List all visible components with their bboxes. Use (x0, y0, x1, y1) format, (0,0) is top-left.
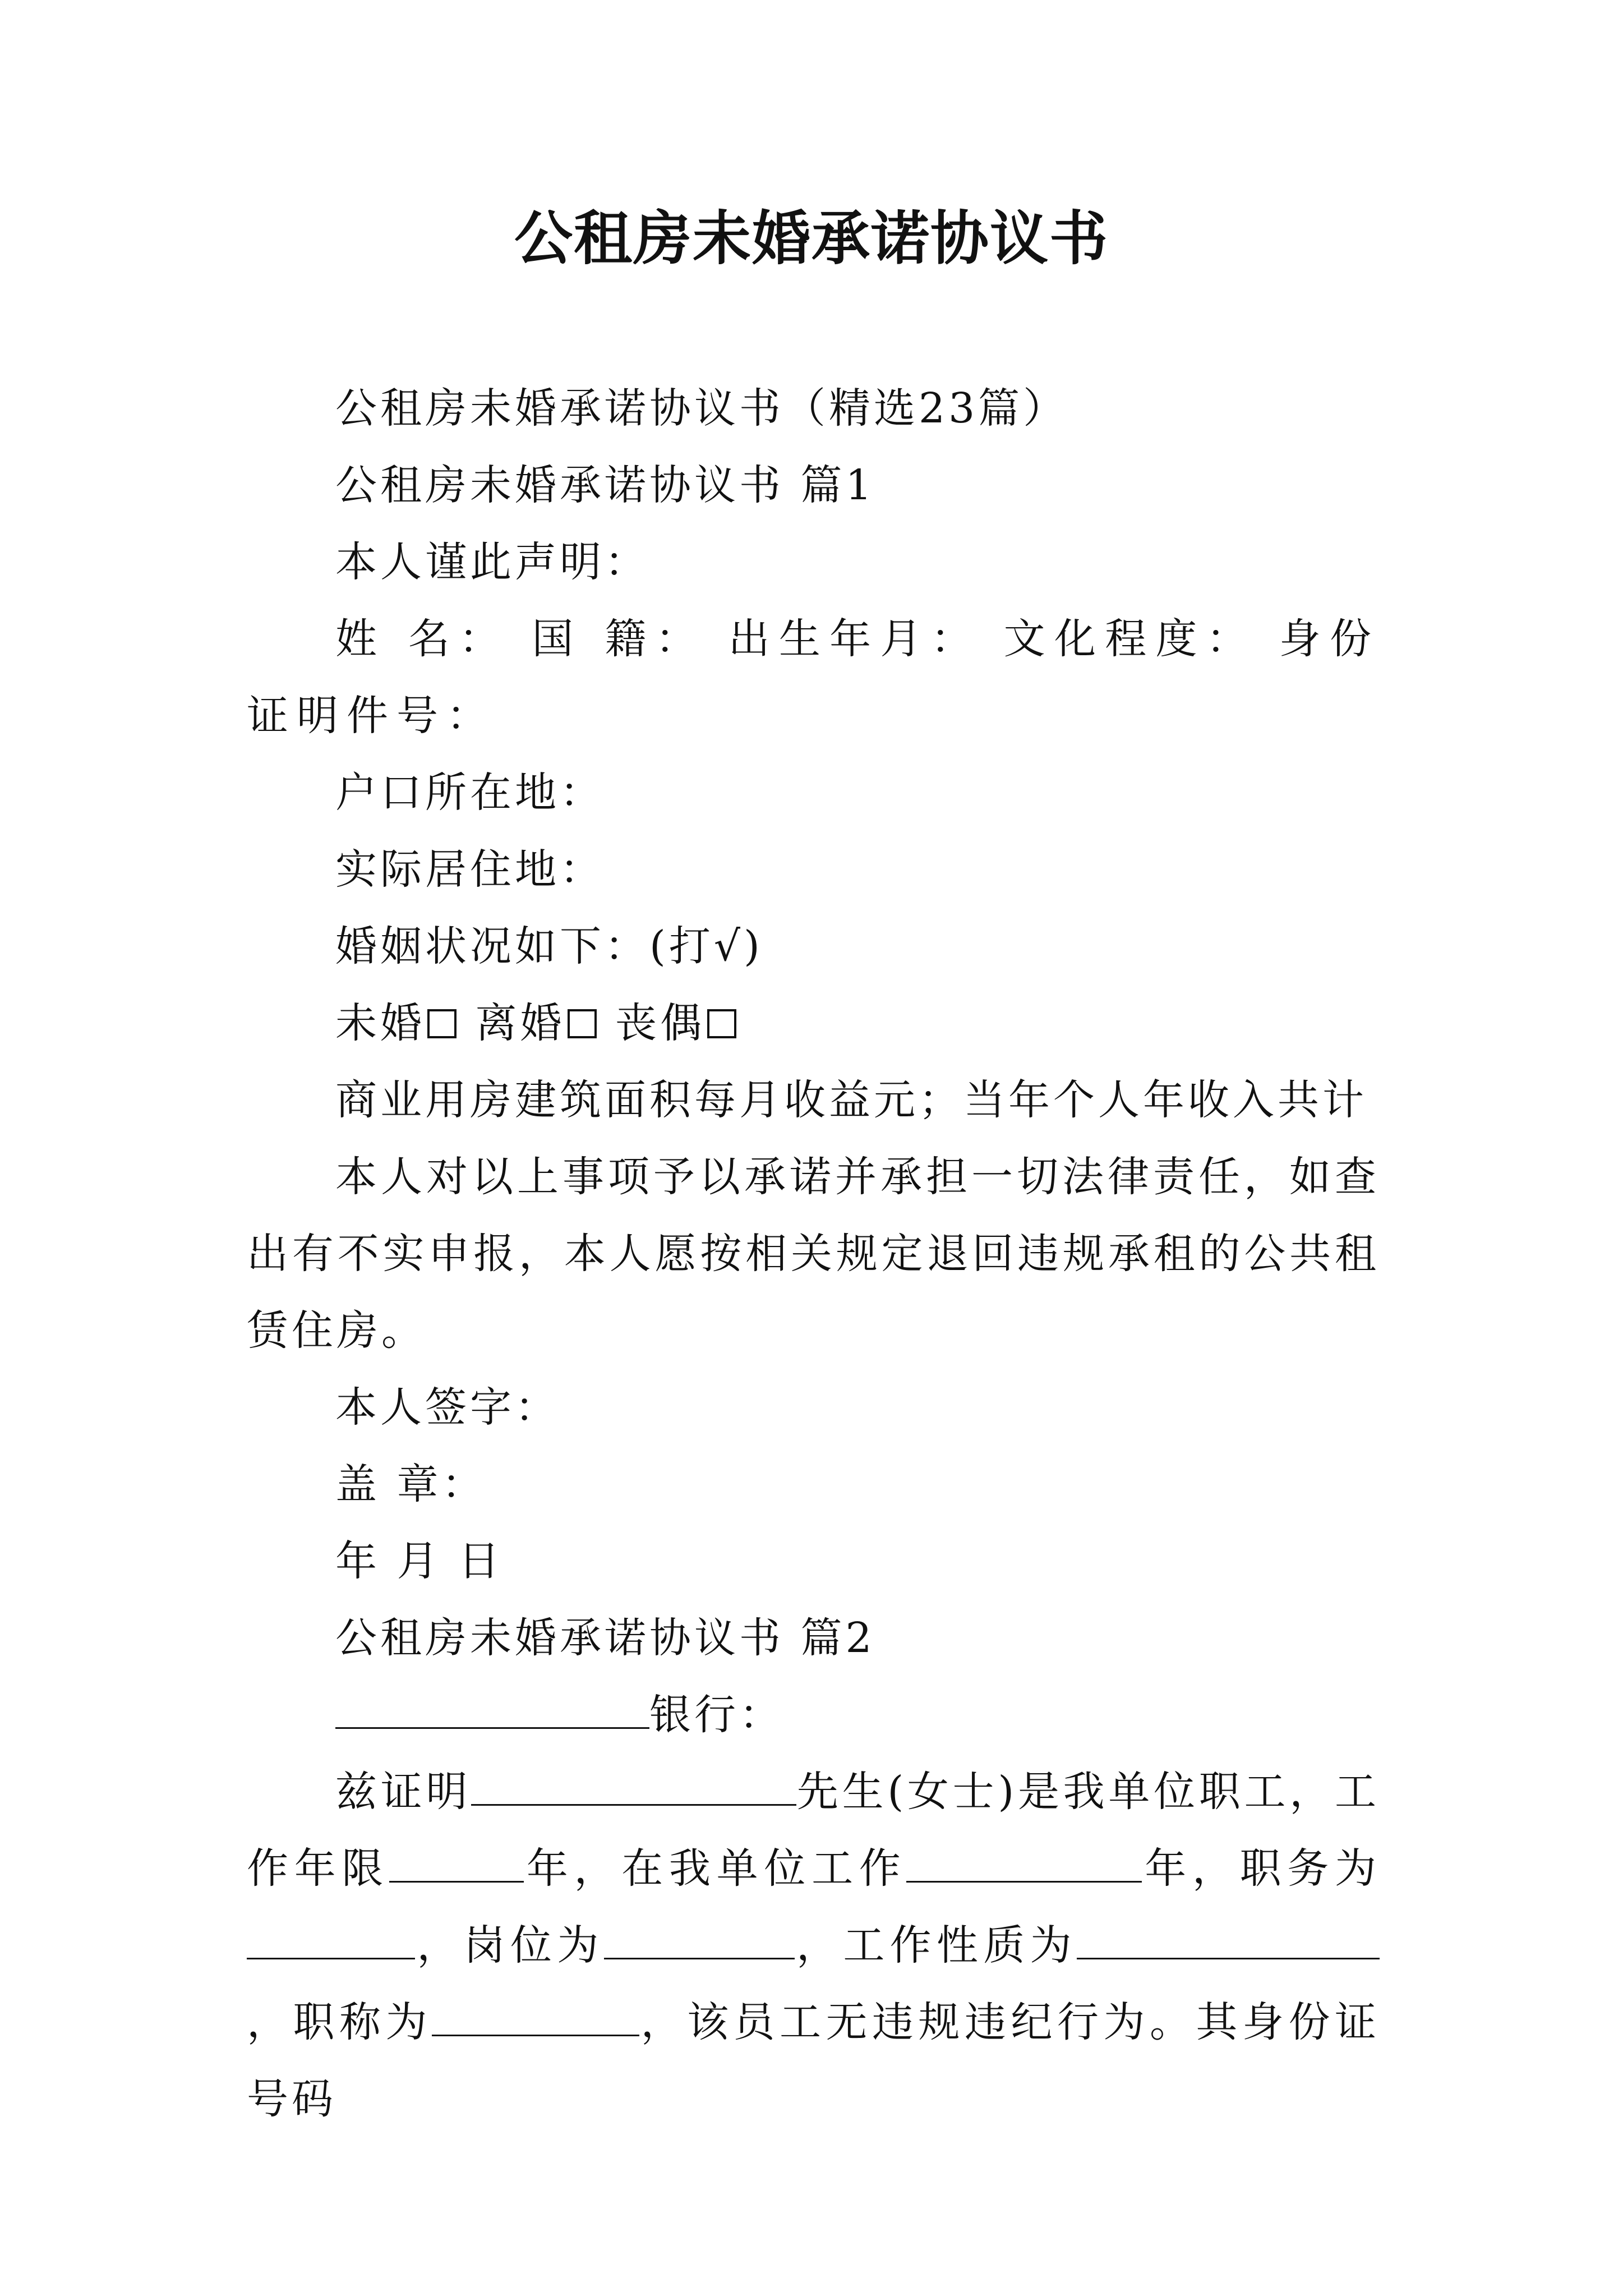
cert-text-5: ，岗位为 (415, 1921, 604, 1970)
cert-text-4: 年，职务为 (1142, 1844, 1380, 1893)
document-body (247, 370, 1380, 2138)
bank-name-blank[interactable] (335, 1692, 649, 1729)
cert-text-2: 先生(女士)是我单位职工，工作年限 (247, 1768, 1380, 1893)
work-nature-blank[interactable] (1077, 1923, 1380, 1959)
date-line: 年 月 日 (335, 1537, 504, 1585)
title-blank[interactable] (432, 2000, 639, 2036)
position-blank[interactable] (247, 1923, 415, 1959)
income-line: 商业用房建筑面积每月收益元；当年个人年收入共计 (335, 1076, 1367, 1124)
option-divorced-label: 离婚 (475, 999, 565, 1047)
option-single-label: 未婚 (335, 999, 425, 1047)
residence-line: 实际居住地： (335, 845, 605, 894)
commitment-paragraph: 本人对以上事项予以承诺并承担一切法律责任，如查出有不实申报，本人愿按相关规定退回违规承租的公共租赁住房。 (247, 1153, 1380, 1355)
hukou-line: 户口所在地： (335, 769, 605, 817)
section-heading-2: 公租房未婚承诺协议书 篇2 (335, 1614, 875, 1662)
unit-years-blank[interactable] (906, 1846, 1142, 1883)
cert-text-3: 年，在我单位工作 (524, 1844, 907, 1893)
cert-text-8: ，该员工无违规违纪行为。其身份证号码 (247, 1998, 1380, 2123)
employee-name-blank[interactable] (471, 1769, 796, 1806)
document-title: 公租房未婚承诺协议书 (514, 204, 1109, 273)
signature-line: 本人签字： (335, 1383, 560, 1432)
seal-line: 盖 章： (335, 1460, 487, 1508)
checkbox-divorced[interactable] (568, 1009, 597, 1038)
bank-label: 银行： (649, 1691, 784, 1739)
work-years-blank[interactable] (389, 1846, 524, 1883)
checkbox-widowed[interactable] (707, 1009, 736, 1038)
post-blank[interactable] (604, 1923, 795, 1959)
cert-text-7: ，职称为 (247, 1998, 432, 2046)
checkbox-single[interactable] (427, 1009, 457, 1038)
intro-line: 公租房未婚承诺协议书（精选23篇） (335, 384, 1068, 432)
bank-line (247, 1677, 1380, 1754)
cert-text-1: 兹证明 (335, 1768, 472, 1816)
marital-options (247, 985, 1380, 1062)
declaration-line: 本人谨此声明： (335, 538, 649, 586)
cert-text-6: ，工作性质为 (794, 1921, 1077, 1970)
option-widowed-label: 丧偶 (615, 999, 706, 1047)
marital-status-line: 婚姻状况如下：(打√) (335, 922, 763, 970)
personal-fields-line: 姓 名： 国 籍： 出生年月： 文化程度： 身份证明件号： (247, 615, 1380, 740)
section-heading-1: 公租房未婚承诺协议书 篇1 (335, 461, 875, 509)
certificate-paragraph (247, 1754, 1380, 2138)
